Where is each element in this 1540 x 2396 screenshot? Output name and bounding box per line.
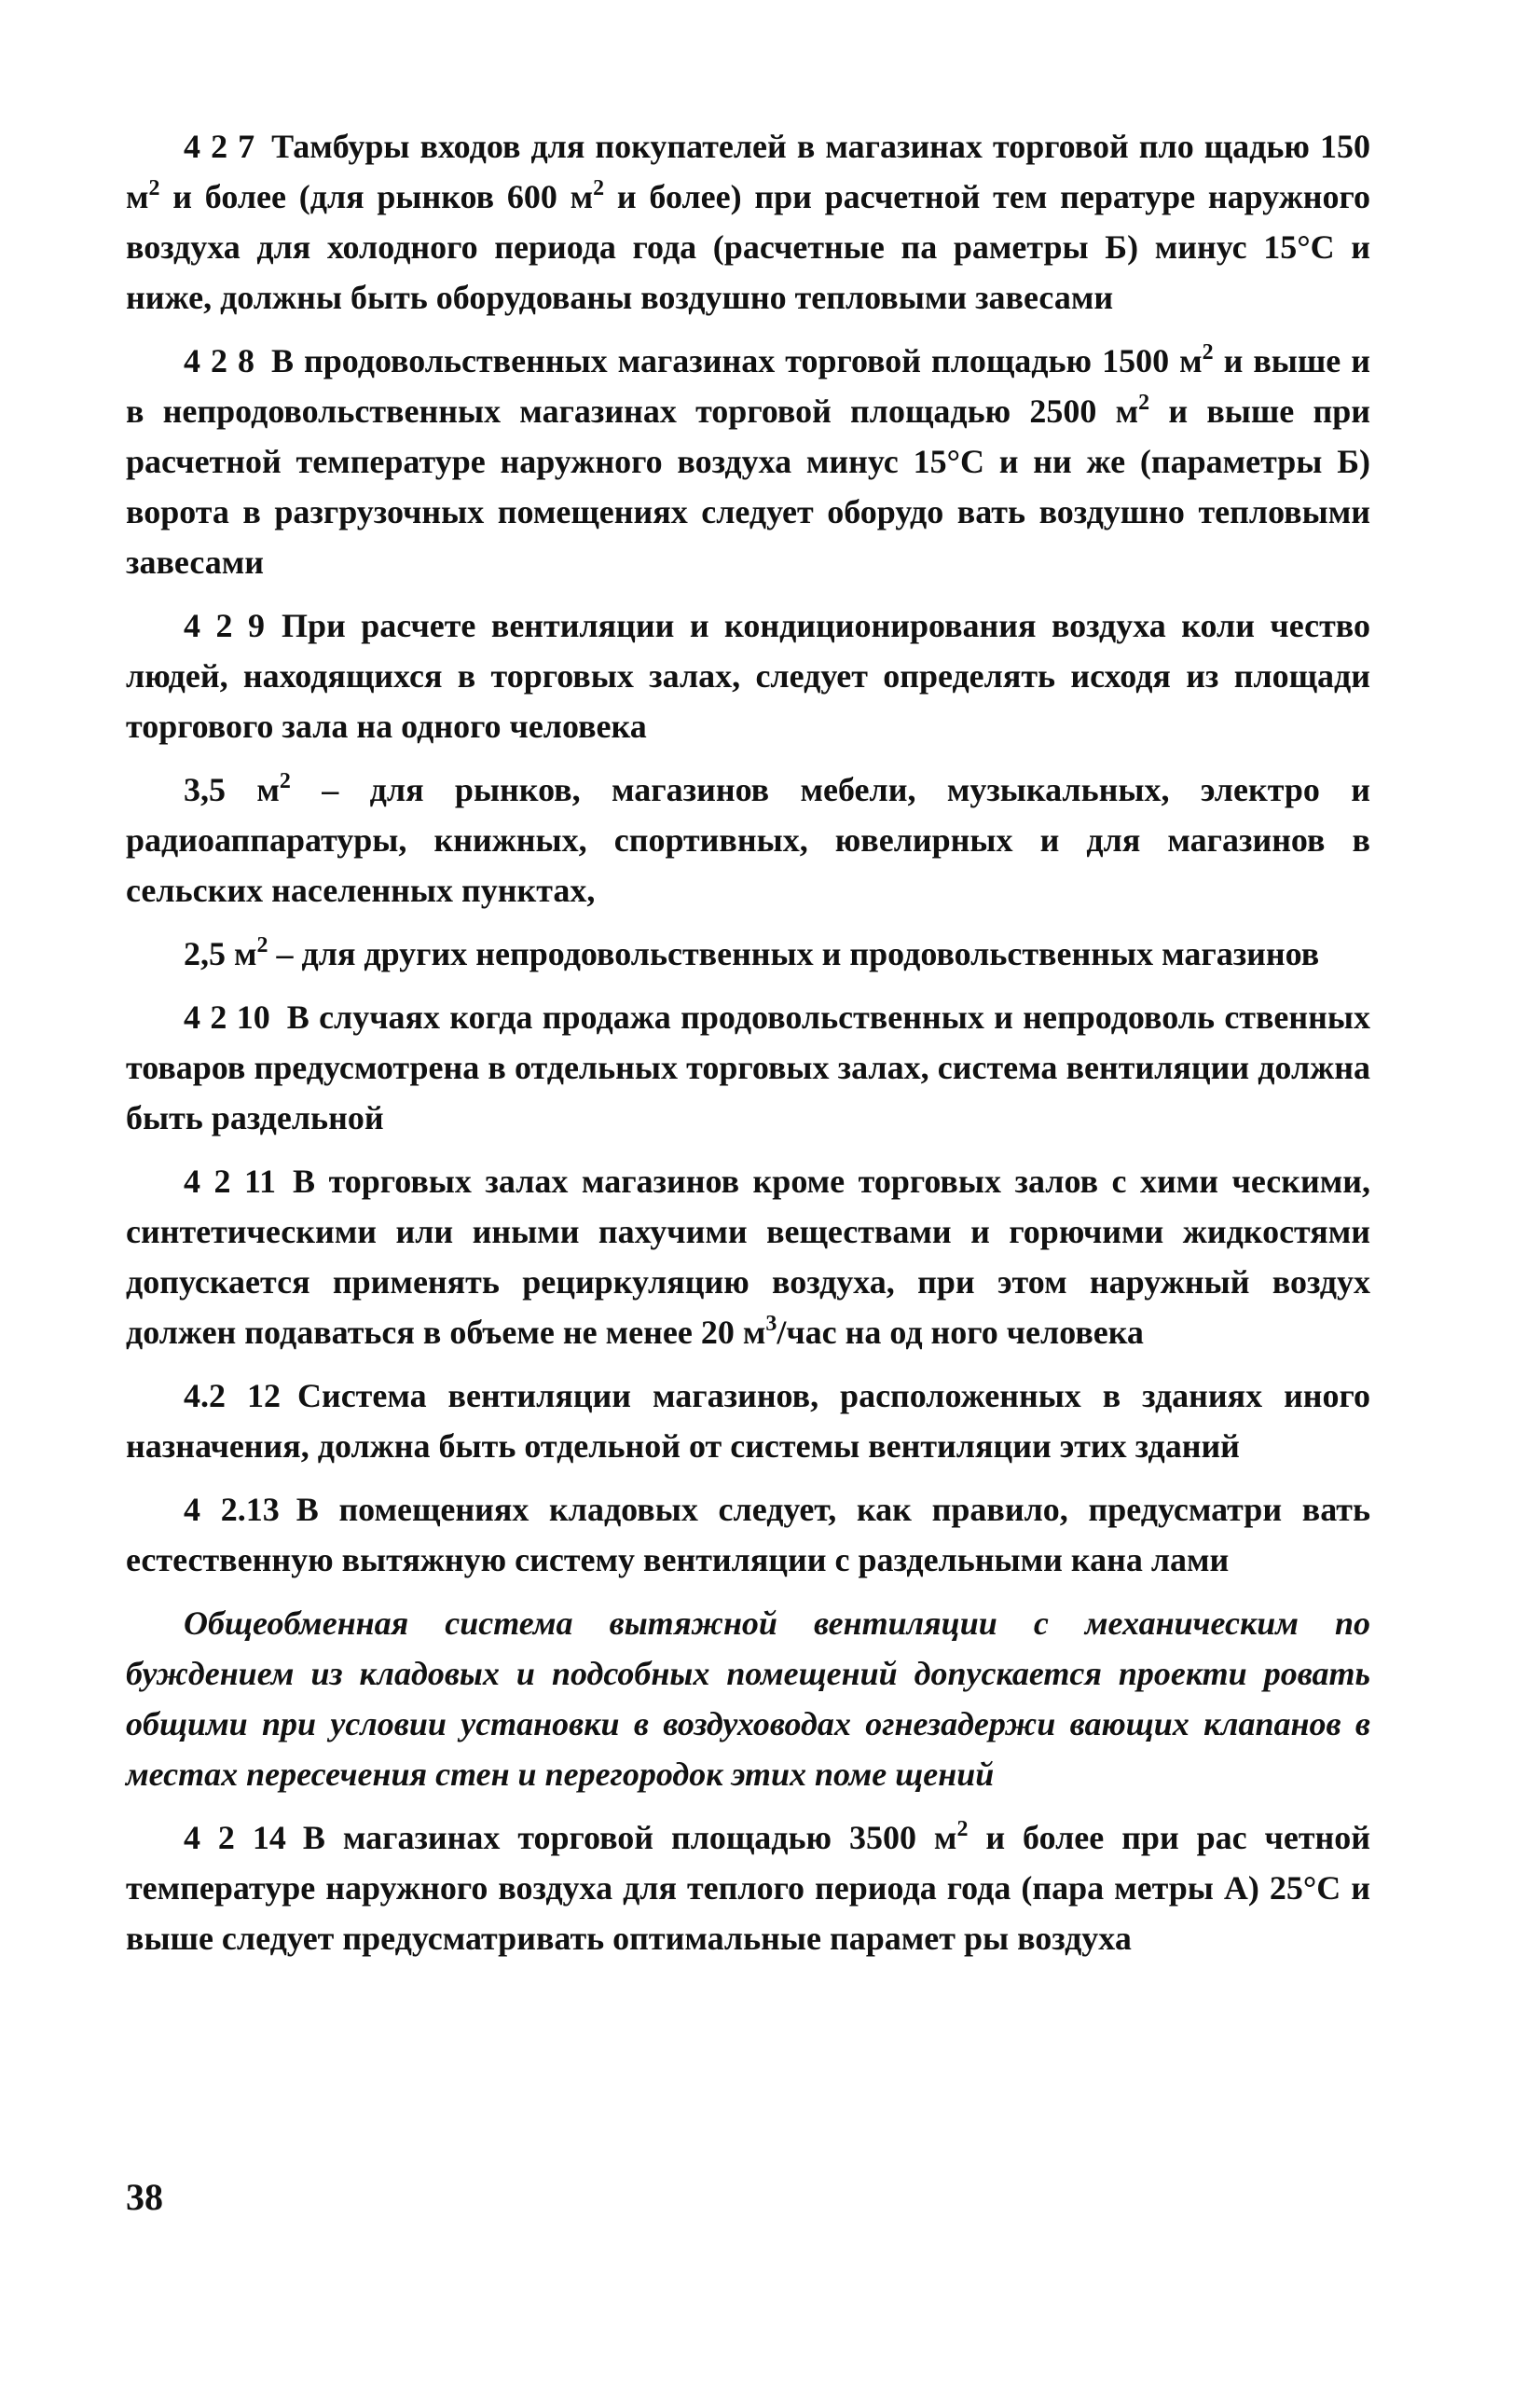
paragraph: [126, 1598, 1370, 1799]
clause-number: 4 2 10: [184, 998, 270, 1036]
superscript-exponent: 2: [256, 933, 268, 957]
paragraph: [126, 1156, 1370, 1357]
paragraph-text: Система вентиляции магазинов, расположенных в зданиях иного назначения, должна быть отдельной от системы вентиляции этих зданий: [126, 1377, 1371, 1465]
clause-number: 4 2 14: [184, 1819, 286, 1856]
paragraph-text: В помещениях кладовых следует, как правило, предусматри вать естественную вытяжную систему вентиляции с раздельными кана лами: [126, 1491, 1371, 1578]
superscript-exponent: 2: [1202, 340, 1214, 365]
paragraph: [126, 992, 1370, 1143]
clause-number: 4 2 11: [184, 1163, 277, 1200]
paragraph-text: и выше и в непродовольственных магазинах торговой площадью 2500 м: [126, 342, 1370, 430]
paragraph: [126, 1484, 1370, 1585]
superscript-exponent: 2: [148, 176, 160, 200]
paragraph-text: и более при рас четной температуре наружного воздуха для теплого периода года (пара метры А) 25°С и выше следует предусматривать оптимальные парамет ры воздуха: [126, 1819, 1371, 1957]
paragraph-text: В магазинах торговой площадью 3500 м: [302, 1819, 957, 1856]
paragraph-text: В торговых залах магазинов кроме торговых залов с хими ческими, синтетическими или иными пахучими веществами и горючими жидкостями допускается применять рециркуляцию воздуха, при этом наружный воздух должен подаваться в объеме не менее 20 м: [126, 1163, 1370, 1351]
paragraph-text: и более (для рынков 600 м: [159, 178, 594, 215]
paragraph-text: Общеобменная система вытяжной вентиляции с механическим по буждением из кладовых и подсобных помещений допускается проекти ровать общими при условии установки в воздуховодах огнезадержи вающих клапанов в местах пересечения стен и перегородок этих поме щений: [126, 1604, 1370, 1793]
superscript-exponent: 3: [765, 1312, 777, 1336]
clause-number: 4 2 7: [184, 128, 255, 165]
paragraph: [126, 600, 1370, 751]
paragraph-text: 2,5 м: [184, 935, 257, 972]
paragraph-text: Тамбуры входов для покупателей в магазинах торговой пло щадью 150 м: [126, 128, 1371, 215]
page-number: 38: [126, 2176, 163, 2218]
paragraph-text: В продовольственных магазинах торговой площадью 1500 м: [271, 342, 1203, 379]
clause-number: 4 2.13: [184, 1491, 280, 1528]
paragraph-text: – для рынков, магазинов мебели, музыкальных, электро и радиоаппаратуры, книжных, спортивных, ювелирных и для магазинов в сельских населенных пунктах,: [126, 771, 1370, 909]
clause-number: 4 2 8: [184, 342, 254, 379]
body-text: [126, 121, 1370, 1963]
clause-number: 4 2 9: [184, 607, 265, 644]
paragraph-text: 3,5 м: [184, 771, 280, 808]
paragraph: [126, 336, 1370, 587]
paragraph-text: и более) при расчетной тем пературе наружного воздуха для холодного периода года (расчетные па раметры Б) минус 15°С и ниже, должны быть оборудованы воздушно тепловыми завесами: [126, 178, 1370, 316]
paragraph-text: и выше при расчетной температуре наружного воздуха минус 15°С и ни же (параметры Б) ворота в разгрузочных помещениях следует оборудо вать воздушно тепловыми завесами: [126, 392, 1371, 581]
paragraph-text: – для других непродовольственных и продовольственных магазинов: [268, 935, 1320, 972]
paragraph: [126, 929, 1370, 979]
paragraph-text: При расчете вентиляции и кондиционирования воздуха коли чество людей, находящихся в торговых залах, следует определять исходя из площади торгового зала на одного человека: [126, 607, 1370, 745]
paragraph: [126, 764, 1370, 916]
superscript-exponent: 2: [1138, 391, 1150, 415]
paragraph: [126, 1370, 1370, 1471]
paragraph: [126, 1812, 1370, 1963]
paragraph: [126, 121, 1370, 323]
superscript-exponent: 2: [279, 769, 291, 793]
superscript-exponent: 2: [956, 1817, 969, 1841]
paragraph-text: В случаях когда продажа продовольственных и непродоволь ственных товаров предусмотрена в отдельных торговых залах, система вентиляции должна быть раздельной: [126, 998, 1371, 1136]
document-page: [126, 121, 1370, 1976]
clause-number: 4.2 12: [184, 1377, 281, 1414]
paragraph-text: /час на од ного человека: [777, 1314, 1144, 1351]
superscript-exponent: 2: [593, 176, 605, 200]
